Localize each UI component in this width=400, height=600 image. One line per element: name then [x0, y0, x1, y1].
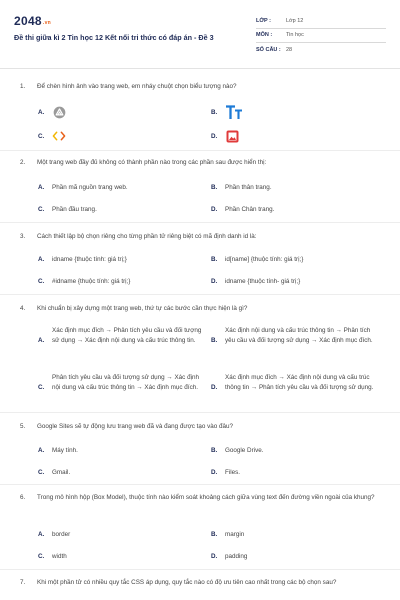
question-separator [0, 150, 400, 151]
option-text: Xác định mục đích → Phân tích yêu cầu và đối tượng sử dụng → Xác định nội dung và cấu trúc thông tin. [52, 327, 202, 344]
option-letter: A. [38, 531, 45, 538]
option-letter: D. [211, 133, 218, 140]
option-letter: A. [38, 256, 45, 263]
question-number: 6. [20, 494, 26, 501]
option-text: Phần Chân trang. [225, 206, 275, 213]
option-letter: C. [38, 133, 45, 140]
text-size-icon [225, 105, 243, 119]
site-logo[interactable]: 2048.vn [14, 14, 52, 28]
option-letter: A. [38, 336, 45, 344]
question-text: Cách thiết lập bộ chọn riêng cho từng phần tử riêng biệt có mã định danh id là: [37, 233, 257, 240]
option-letter: B. [211, 447, 218, 454]
option-text: Phần thân trang. [225, 184, 272, 191]
option-text: Phân tích yêu cầu và đối tượng sử dụng → Xác định nội dung và cấu trúc thông tin → Xác định mục đích. [52, 374, 199, 391]
option-letter: D. [211, 383, 218, 391]
question-number: 5. [20, 423, 26, 430]
question-number: 7. [20, 579, 26, 586]
question-separator [0, 484, 400, 485]
option-text: Phần mã nguồn trang web. [52, 184, 128, 191]
option-letter: C. [38, 553, 45, 560]
option-letter: C. [38, 469, 45, 476]
exam-title: Đề thi giữa kì 2 Tin học 12 Kết nối tri thức có đáp án - Đề 3 [14, 33, 214, 42]
option-text: Xác định nội dung và cấu trúc thông tin → Phân tích yêu cầu và đối tượng sử dụng → Xác định mục đích. [225, 327, 373, 344]
option-text: idname {thuộc tính- giá trị;} [225, 278, 301, 285]
option-letter: A. [38, 184, 45, 191]
info-value: 28 [286, 47, 293, 54]
option-letter: B. [211, 336, 218, 344]
option-text: idname {thuộc tính: giá trị;} [52, 256, 127, 263]
info-label: MÔN : [256, 32, 273, 39]
option-letter: C. [38, 206, 45, 213]
option-text: Google Drive. [225, 447, 264, 454]
option-letter: D. [211, 206, 218, 213]
drive-triangle-icon [52, 105, 66, 119]
option-letter: D. [211, 553, 218, 560]
option-letter: B. [211, 184, 218, 191]
option-letter: A. [38, 447, 45, 454]
info-row-subject [256, 29, 386, 44]
image-icon [225, 129, 239, 143]
question-number: 4. [20, 305, 26, 312]
option-letter: D. [211, 469, 218, 476]
option-text: id[name] {thuộc tính: giá trị;} [225, 256, 304, 263]
info-label: SỐ CÂU : [256, 47, 281, 54]
option-text: width [52, 553, 67, 560]
question-separator [0, 569, 400, 570]
question-text: Để chèn hình ảnh vào trang web, em nháy chuột chọn biểu tượng nào? [37, 83, 237, 90]
exam-header [14, 14, 386, 58]
option-text: padding [225, 553, 248, 560]
info-row-count [256, 43, 386, 58]
option-letter: B. [211, 256, 218, 263]
question-number: 2. [20, 159, 26, 166]
header-divider [0, 68, 400, 69]
code-embed-icon [52, 129, 66, 143]
option-letter: A. [38, 109, 45, 116]
option-text: margin [225, 531, 245, 538]
option-text: Máy tính. [52, 447, 78, 454]
option-letter: B. [211, 109, 218, 116]
question-separator [0, 412, 400, 413]
option-letter: C. [38, 383, 45, 391]
question-text: Một trang web đầy đủ không có thành phần nào trong các phần sau được hiển thị: [37, 159, 267, 166]
question-separator [0, 222, 400, 223]
option-text: border [52, 531, 71, 538]
option-text: Gmail. [52, 469, 71, 476]
option-text: Phần đầu trang. [52, 206, 97, 213]
option-letter: B. [211, 531, 218, 538]
option-text: Files. [225, 469, 241, 476]
option-letter: C. [38, 278, 45, 285]
option-text: #idname {thuộc tính: giá trị;} [52, 278, 131, 285]
exam-info-table [256, 14, 386, 58]
question-number: 3. [20, 233, 26, 240]
question-text: Trong mô hình hộp (Box Model), thuộc tính nào kiểm soát khoảng cách giữa vùng text đến đường viền ngoài của khung? [37, 494, 375, 501]
question-separator [0, 294, 400, 295]
option-text: Xác định mục đích → Xác định nội dung và cấu trúc thông tin → Phân tích yêu cầu và đối tượng sử dụng. [225, 374, 374, 391]
info-value: Lớp 12 [286, 17, 304, 24]
question-text: Google Sites sẽ tự động lưu trang web đã và đang được tạo vào đâu? [37, 423, 234, 430]
question-text: Khi chuẩn bị xây dựng một trang web, thứ tự các bước cần thực hiện là gì? [37, 305, 248, 312]
question-number: 1. [20, 83, 26, 90]
info-value: Tin học [286, 32, 304, 39]
option-letter: D. [211, 278, 218, 285]
info-row-class [256, 14, 386, 29]
question-text: Khi một phần tử có nhiều quy tắc CSS áp dụng, quy tắc nào có độ ưu tiên cao nhất trong các bộ chọn sau? [37, 579, 337, 586]
info-label: LỚP : [256, 17, 271, 24]
